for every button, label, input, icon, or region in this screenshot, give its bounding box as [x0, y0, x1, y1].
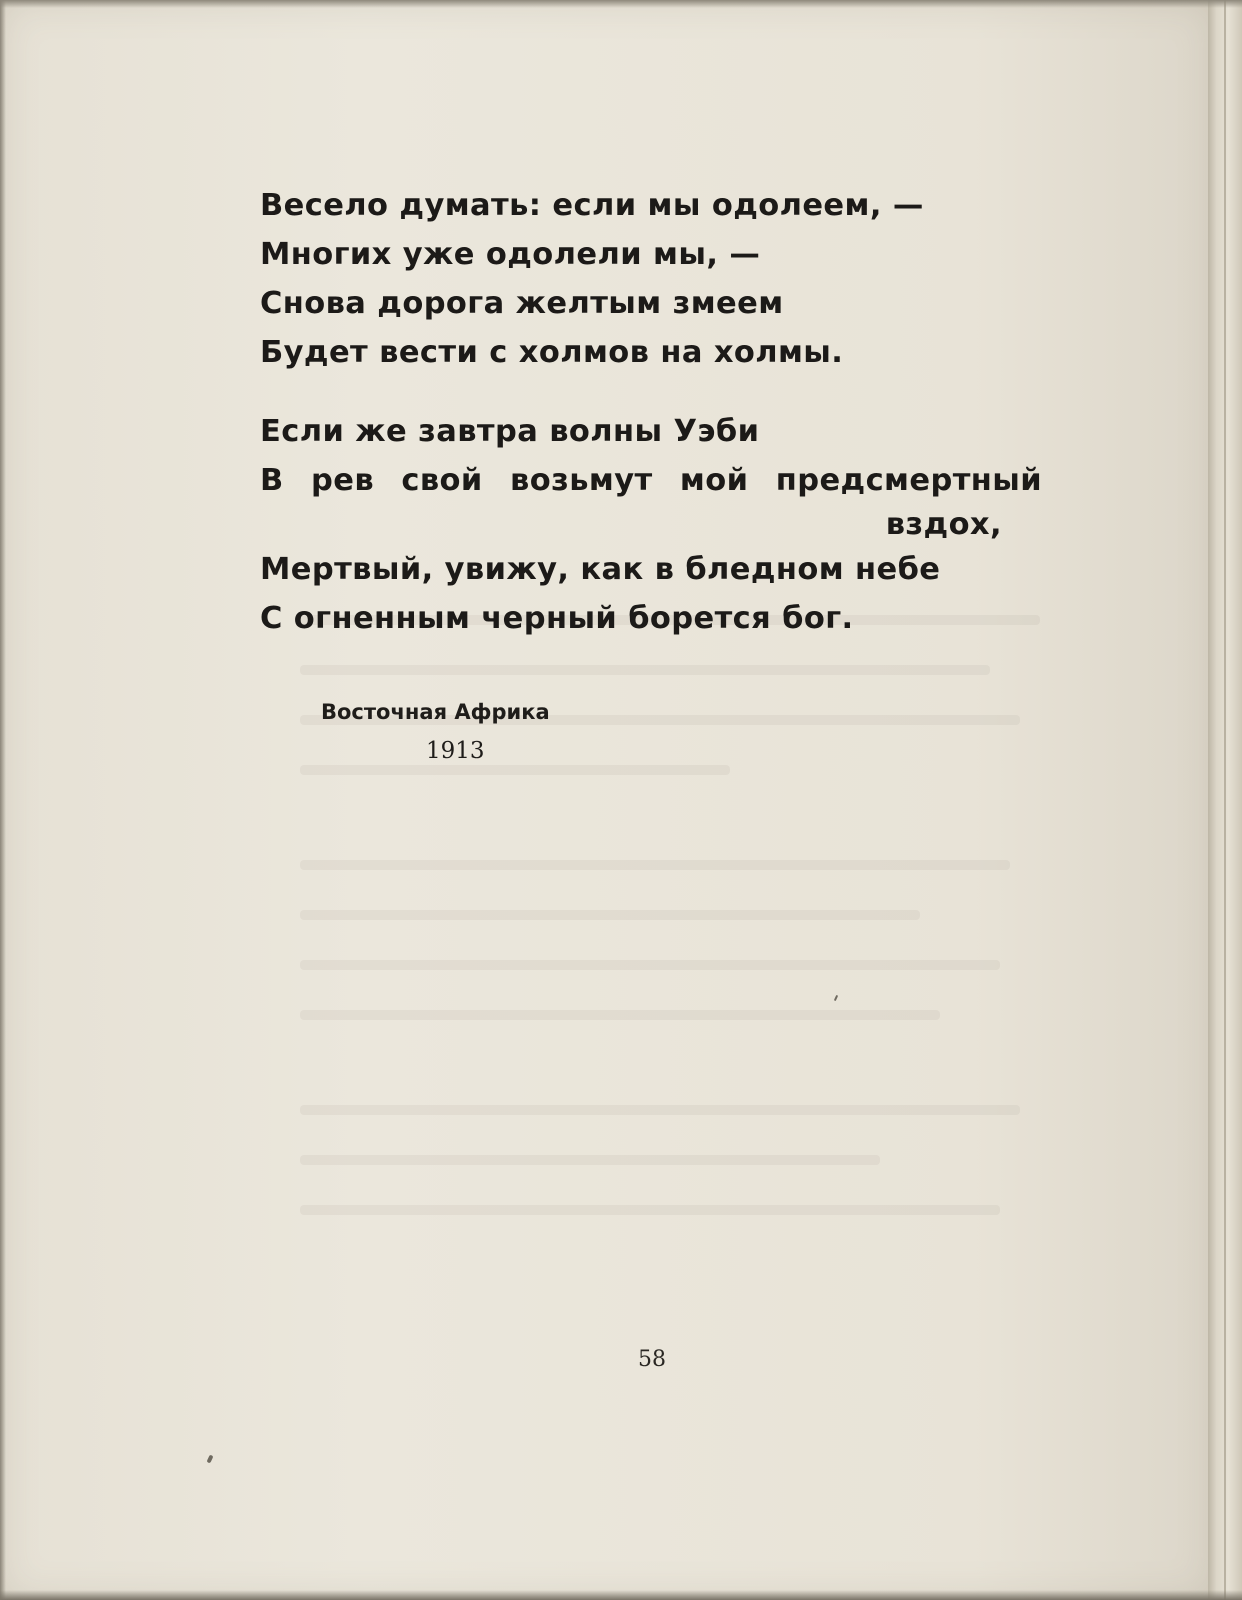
poem-line: Будет вести с холмов на холмы. [260, 335, 844, 370]
signature-year: 1913 [426, 738, 485, 764]
bleed-line [300, 910, 920, 920]
poem [260, 181, 1060, 643]
bleed-gap [300, 815, 1060, 860]
paper-speck [206, 1455, 213, 1464]
bleed-line [300, 665, 990, 675]
bleed-line [300, 1155, 880, 1165]
bleed-line [300, 860, 1010, 870]
poem-line: Снова дорога желтым змеем [260, 286, 784, 321]
signature-place: Восточная Африка [321, 700, 550, 724]
bleed-line [300, 765, 730, 775]
poem-line: Если же завтра волны Уэби [260, 414, 760, 449]
stanza-1 [260, 181, 1060, 377]
bottom-shadow [0, 1590, 1242, 1600]
poem-line-continuation: вздох, [885, 507, 1002, 542]
bleed-line [300, 1010, 940, 1020]
stanza-separator [260, 377, 1060, 407]
page-number: 58 [638, 1347, 666, 1372]
bleed-gap [300, 1060, 1060, 1105]
poem-line: С огненным черный борется бог. [260, 601, 854, 636]
poem-line: Весело думать: если мы одолеем, — [260, 188, 924, 223]
bleed-line [300, 960, 1000, 970]
top-shadow [0, 0, 1242, 8]
poem-line: В рев свой возьмут мой предсмертный [260, 463, 1042, 498]
bleed-line [300, 1205, 1000, 1215]
poem-line: Многих уже одолели мы, — [260, 237, 761, 272]
left-shadow [0, 0, 6, 1600]
page-edge-line [1224, 0, 1226, 1600]
stanza-2 [260, 407, 1060, 643]
bleed-line [300, 1105, 1020, 1115]
poem-line: Мертвый, увижу, как в бледном небе [260, 552, 941, 587]
